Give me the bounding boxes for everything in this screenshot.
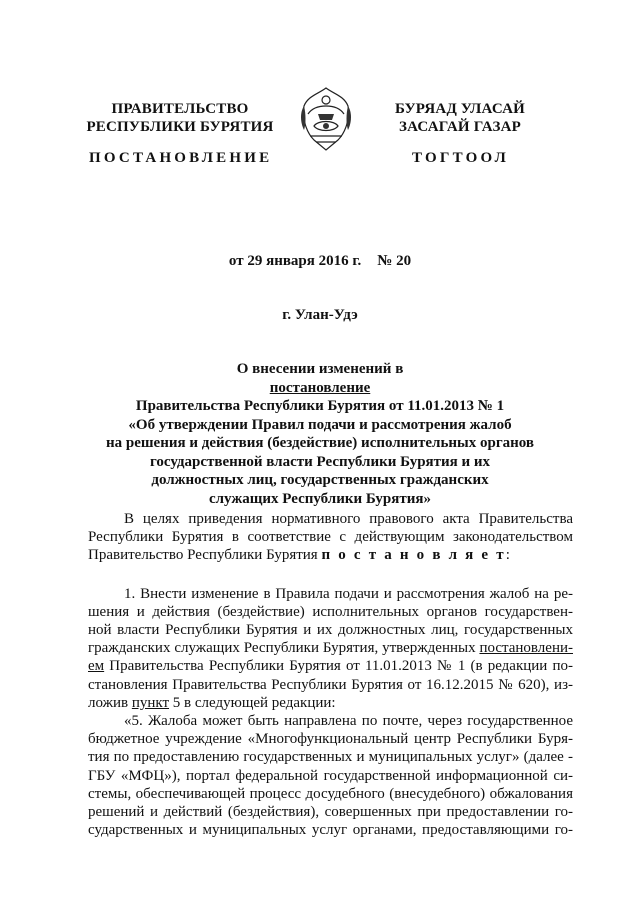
item1-line-1: 1. Внести изменение в Правила подачи и рассмотрения жалоб на ре- bbox=[124, 585, 573, 602]
issuer-buryat-line1: БУРЯАД УЛАСАЙ bbox=[394, 101, 526, 117]
paragraph-clause-5 bbox=[88, 712, 573, 839]
issuer-buryat-line2: ЗАСАГАЙ ГАЗАР bbox=[399, 119, 521, 135]
issuer-russian bbox=[80, 100, 280, 136]
clause5-line-4: ГБУ «МФЦ»), портал федеральной государственной информационной си- bbox=[88, 767, 573, 784]
document-number: № 20 bbox=[377, 253, 412, 269]
resolution-link[interactable]: постановление bbox=[269, 379, 371, 396]
paragraph-item-1 bbox=[88, 585, 573, 712]
preamble-line-1: В целях приведения нормативного правового акта Правительства bbox=[124, 511, 573, 527]
clause5-line-7: сударственных и муниципальных услуг органами, предоставляющими го- bbox=[88, 822, 573, 839]
clause5-line-5: стемы, обеспечивающей процесс досудебного (внесудебного) обжалования bbox=[88, 785, 573, 802]
item1-line-3: ной власти Республики Бурятия и их должностных лиц, государственных bbox=[88, 622, 573, 639]
coat-of-arms-icon bbox=[298, 84, 354, 156]
item1-line-6: становления Правительства Республики Бурятия от 16.12.2015 № 620), из- bbox=[88, 676, 573, 693]
decree-verb: п о с т а н о в л я е т bbox=[321, 547, 506, 564]
preamble-line-2: Республики Бурятия в соответствие с действующим законодательством bbox=[88, 529, 573, 546]
clause5-line-1: «5. Жалоба может быть направлена по почте, через государственное bbox=[124, 713, 573, 730]
item1-line-5: ем Правительства Республики Бурятия от 11.01.2013 № 1 (в редакции по- bbox=[88, 658, 573, 675]
item1-line-4: гражданских служащих Республики Бурятия, утвержденных постановлени- bbox=[88, 640, 573, 657]
title-line-3: «Об утверждении Правил подачи и рассмотрения жалоб bbox=[128, 416, 512, 433]
document-date-number bbox=[0, 253, 640, 270]
item1-line-2: шения и действия (бездействие) исполнительных органов государствен- bbox=[88, 603, 573, 620]
clause5-line-2: бюджетное учреждение «Многофункциональный центр Республики Буря- bbox=[88, 731, 573, 748]
clause5-line-6: решений и действий (бездействия), совершенных при предоставлении го- bbox=[88, 804, 573, 821]
title-line-4: на решения и действия (бездействие) исполнительных органов bbox=[106, 435, 534, 451]
document-title bbox=[95, 360, 545, 508]
paragraph-preamble bbox=[88, 510, 573, 565]
doc-type-buryat: ТОГТООЛ bbox=[412, 150, 509, 166]
document-body bbox=[88, 510, 573, 839]
issuer-russian-line2: РЕСПУБЛИКИ БУРЯТИЯ bbox=[86, 119, 274, 135]
doc-type-russian: ПОСТАНОВЛЕНИЕ bbox=[89, 150, 273, 166]
title-line-2: Правительства Республики Бурятия от 11.01.2013 № 1 bbox=[135, 398, 505, 414]
title-line-7: служащих Республики Бурятия» bbox=[208, 490, 432, 507]
item1-line-7: ложив пункт 5 в следующей редакции: bbox=[88, 694, 336, 711]
issuer-buryat bbox=[375, 100, 545, 136]
preamble-line-3: Правительство Республики Бурятия п о с т а н о в л я е т: bbox=[88, 547, 510, 564]
clause5-line-3: тия по предоставлению государственных и муниципальных услуг» (далее - bbox=[88, 749, 573, 766]
document-date: от 29 января 2016 г. bbox=[228, 253, 362, 269]
title-line-6: должностных лиц, государственных гражданских bbox=[151, 472, 489, 488]
document-city: г. Улан-Удэ bbox=[282, 307, 358, 323]
issuer-russian-line1: ПРАВИТЕЛЬСТВО bbox=[111, 101, 249, 117]
title-line-1: О внесении изменений в постановление bbox=[95, 360, 545, 397]
clause-link[interactable]: пункт bbox=[131, 694, 170, 711]
title-line-5: государственной власти Республики Бурятия и их bbox=[149, 453, 491, 470]
resolution-link-2[interactable]: постановлени- bbox=[479, 640, 573, 657]
